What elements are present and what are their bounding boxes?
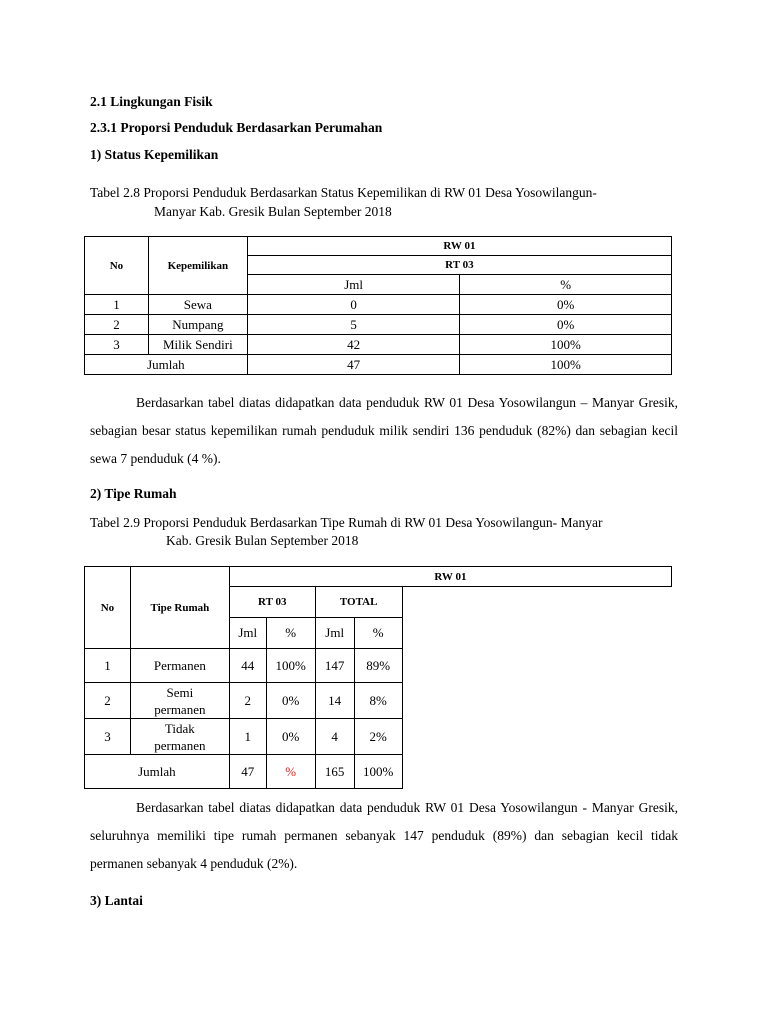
row-jml: 5 bbox=[247, 315, 460, 335]
table1-caption-line1: Tabel 2.8 Proporsi Penduduk Berdasarkan Status Kepemilikan di RW 01 Desa Yosowilangun- bbox=[90, 185, 597, 200]
row-rt-jml: 2 bbox=[229, 683, 266, 719]
row-rt-pct: 0% bbox=[266, 719, 315, 755]
table1-header-no: No bbox=[85, 237, 149, 295]
row-rt-jml: 1 bbox=[229, 719, 266, 755]
row-tipe bbox=[130, 683, 229, 719]
total-label: Jumlah bbox=[85, 355, 248, 375]
row-tipe-line2: permanen bbox=[154, 737, 206, 753]
row-pct: 0% bbox=[460, 315, 672, 335]
table-tipe-rumah bbox=[84, 566, 672, 789]
row-tipe bbox=[130, 719, 229, 755]
row-rt-pct: 100% bbox=[266, 649, 315, 683]
row-pct: 100% bbox=[460, 335, 672, 355]
row-no: 2 bbox=[85, 315, 149, 335]
row-no: 1 bbox=[85, 649, 131, 683]
table2-header-total: TOTAL bbox=[315, 587, 402, 618]
row-no: 3 bbox=[85, 335, 149, 355]
total-label: Jumlah bbox=[85, 755, 230, 789]
row-total-pct: 2% bbox=[354, 719, 402, 755]
row-jml: 42 bbox=[247, 335, 460, 355]
table2-header-total-pct: % bbox=[354, 618, 402, 649]
lantai-heading: 3) Lantai bbox=[90, 893, 143, 908]
table1-caption-line2: Manyar Kab. Gresik Bulan September 2018 bbox=[154, 204, 392, 219]
subsection-heading: 2.3.1 Proporsi Penduduk Berdasarkan Perumahan bbox=[90, 120, 383, 135]
row-total-jml: 4 bbox=[315, 719, 354, 755]
table-row bbox=[85, 315, 672, 335]
table2-header-total-jml: Jml bbox=[315, 618, 354, 649]
paragraph-kepemilikan: Berdasarkan tabel diatas didapatkan data penduduk RW 01 Desa Yosowilangun – Manyar Gresik, sebagian besar status kepemilikan rumah penduduk milik sendiri 136 penduduk (82%) dan sebagian kecil sewa 7 penduduk (4 %). bbox=[90, 395, 678, 466]
paragraph-tipe-rumah: Berdasarkan tabel diatas didapatkan data penduduk RW 01 Desa Yosowilangun - Manyar Gresik, seluruhnya memiliki tipe rumah permanen sebanyak 147 penduduk (89%) dan sebagian kecil tidak permanen sebanyak 4 penduduk (2%). bbox=[90, 800, 678, 871]
table-row bbox=[85, 335, 672, 355]
row-tipe-line1: Semi bbox=[166, 684, 194, 700]
row-total-pct: 89% bbox=[354, 649, 402, 683]
table2-header-rt-jml: Jml bbox=[229, 618, 266, 649]
table1-header-pct: % bbox=[460, 275, 672, 295]
row-pct: 0% bbox=[460, 295, 672, 315]
row-jml: 0 bbox=[247, 295, 460, 315]
table-kepemilikan bbox=[84, 236, 672, 375]
row-kepemilikan: Numpang bbox=[148, 315, 247, 335]
row-rt-pct: 0% bbox=[266, 683, 315, 719]
table1-header-kepemilikan: Kepemilikan bbox=[148, 237, 247, 295]
table-total-row bbox=[85, 355, 672, 375]
table2-header-rw: RW 01 bbox=[229, 567, 671, 587]
table2-caption-line1: Tabel 2.9 Proporsi Penduduk Berdasarkan Tipe Rumah di RW 01 Desa Yosowilangun- Manyar bbox=[90, 515, 603, 530]
row-total-jml: 147 bbox=[315, 649, 354, 683]
row-tipe-line1: Tidak bbox=[164, 720, 195, 736]
table1-header-rt: RT 03 bbox=[247, 256, 671, 275]
row-kepemilikan: Sewa bbox=[148, 295, 247, 315]
row-total-jml: 14 bbox=[315, 683, 354, 719]
table2-caption-line2: Kab. Gresik Bulan September 2018 bbox=[166, 533, 359, 548]
row-tipe: Permanen bbox=[130, 649, 229, 683]
tipe-rumah-heading: 2) Tipe Rumah bbox=[90, 486, 177, 501]
section-heading: 2.1 Lingkungan Fisik bbox=[90, 94, 213, 109]
total-total-pct: 100% bbox=[354, 755, 402, 789]
row-no: 1 bbox=[85, 295, 149, 315]
table2-blank-area bbox=[402, 587, 671, 789]
status-heading: 1) Status Kepemilikan bbox=[90, 147, 219, 162]
total-rt-pct: % bbox=[266, 755, 315, 789]
row-tipe-line2: permanen bbox=[154, 701, 206, 717]
total-pct: 100% bbox=[460, 355, 672, 375]
table2-header-rt: RT 03 bbox=[229, 587, 315, 618]
total-jml: 47 bbox=[247, 355, 460, 375]
table2-header-no: No bbox=[85, 567, 131, 649]
row-no: 2 bbox=[85, 683, 131, 719]
table1-header-jml: Jml bbox=[247, 275, 460, 295]
table2-header-rt-pct: % bbox=[266, 618, 315, 649]
row-kepemilikan: Milik Sendiri bbox=[148, 335, 247, 355]
row-rt-jml: 44 bbox=[229, 649, 266, 683]
total-rt-jml: 47 bbox=[229, 755, 266, 789]
table1-header-rw: RW 01 bbox=[247, 237, 671, 256]
total-total-jml: 165 bbox=[315, 755, 354, 789]
table-row bbox=[85, 295, 672, 315]
row-total-pct: 8% bbox=[354, 683, 402, 719]
table2-header-tipe: Tipe Rumah bbox=[130, 567, 229, 649]
row-no: 3 bbox=[85, 719, 131, 755]
